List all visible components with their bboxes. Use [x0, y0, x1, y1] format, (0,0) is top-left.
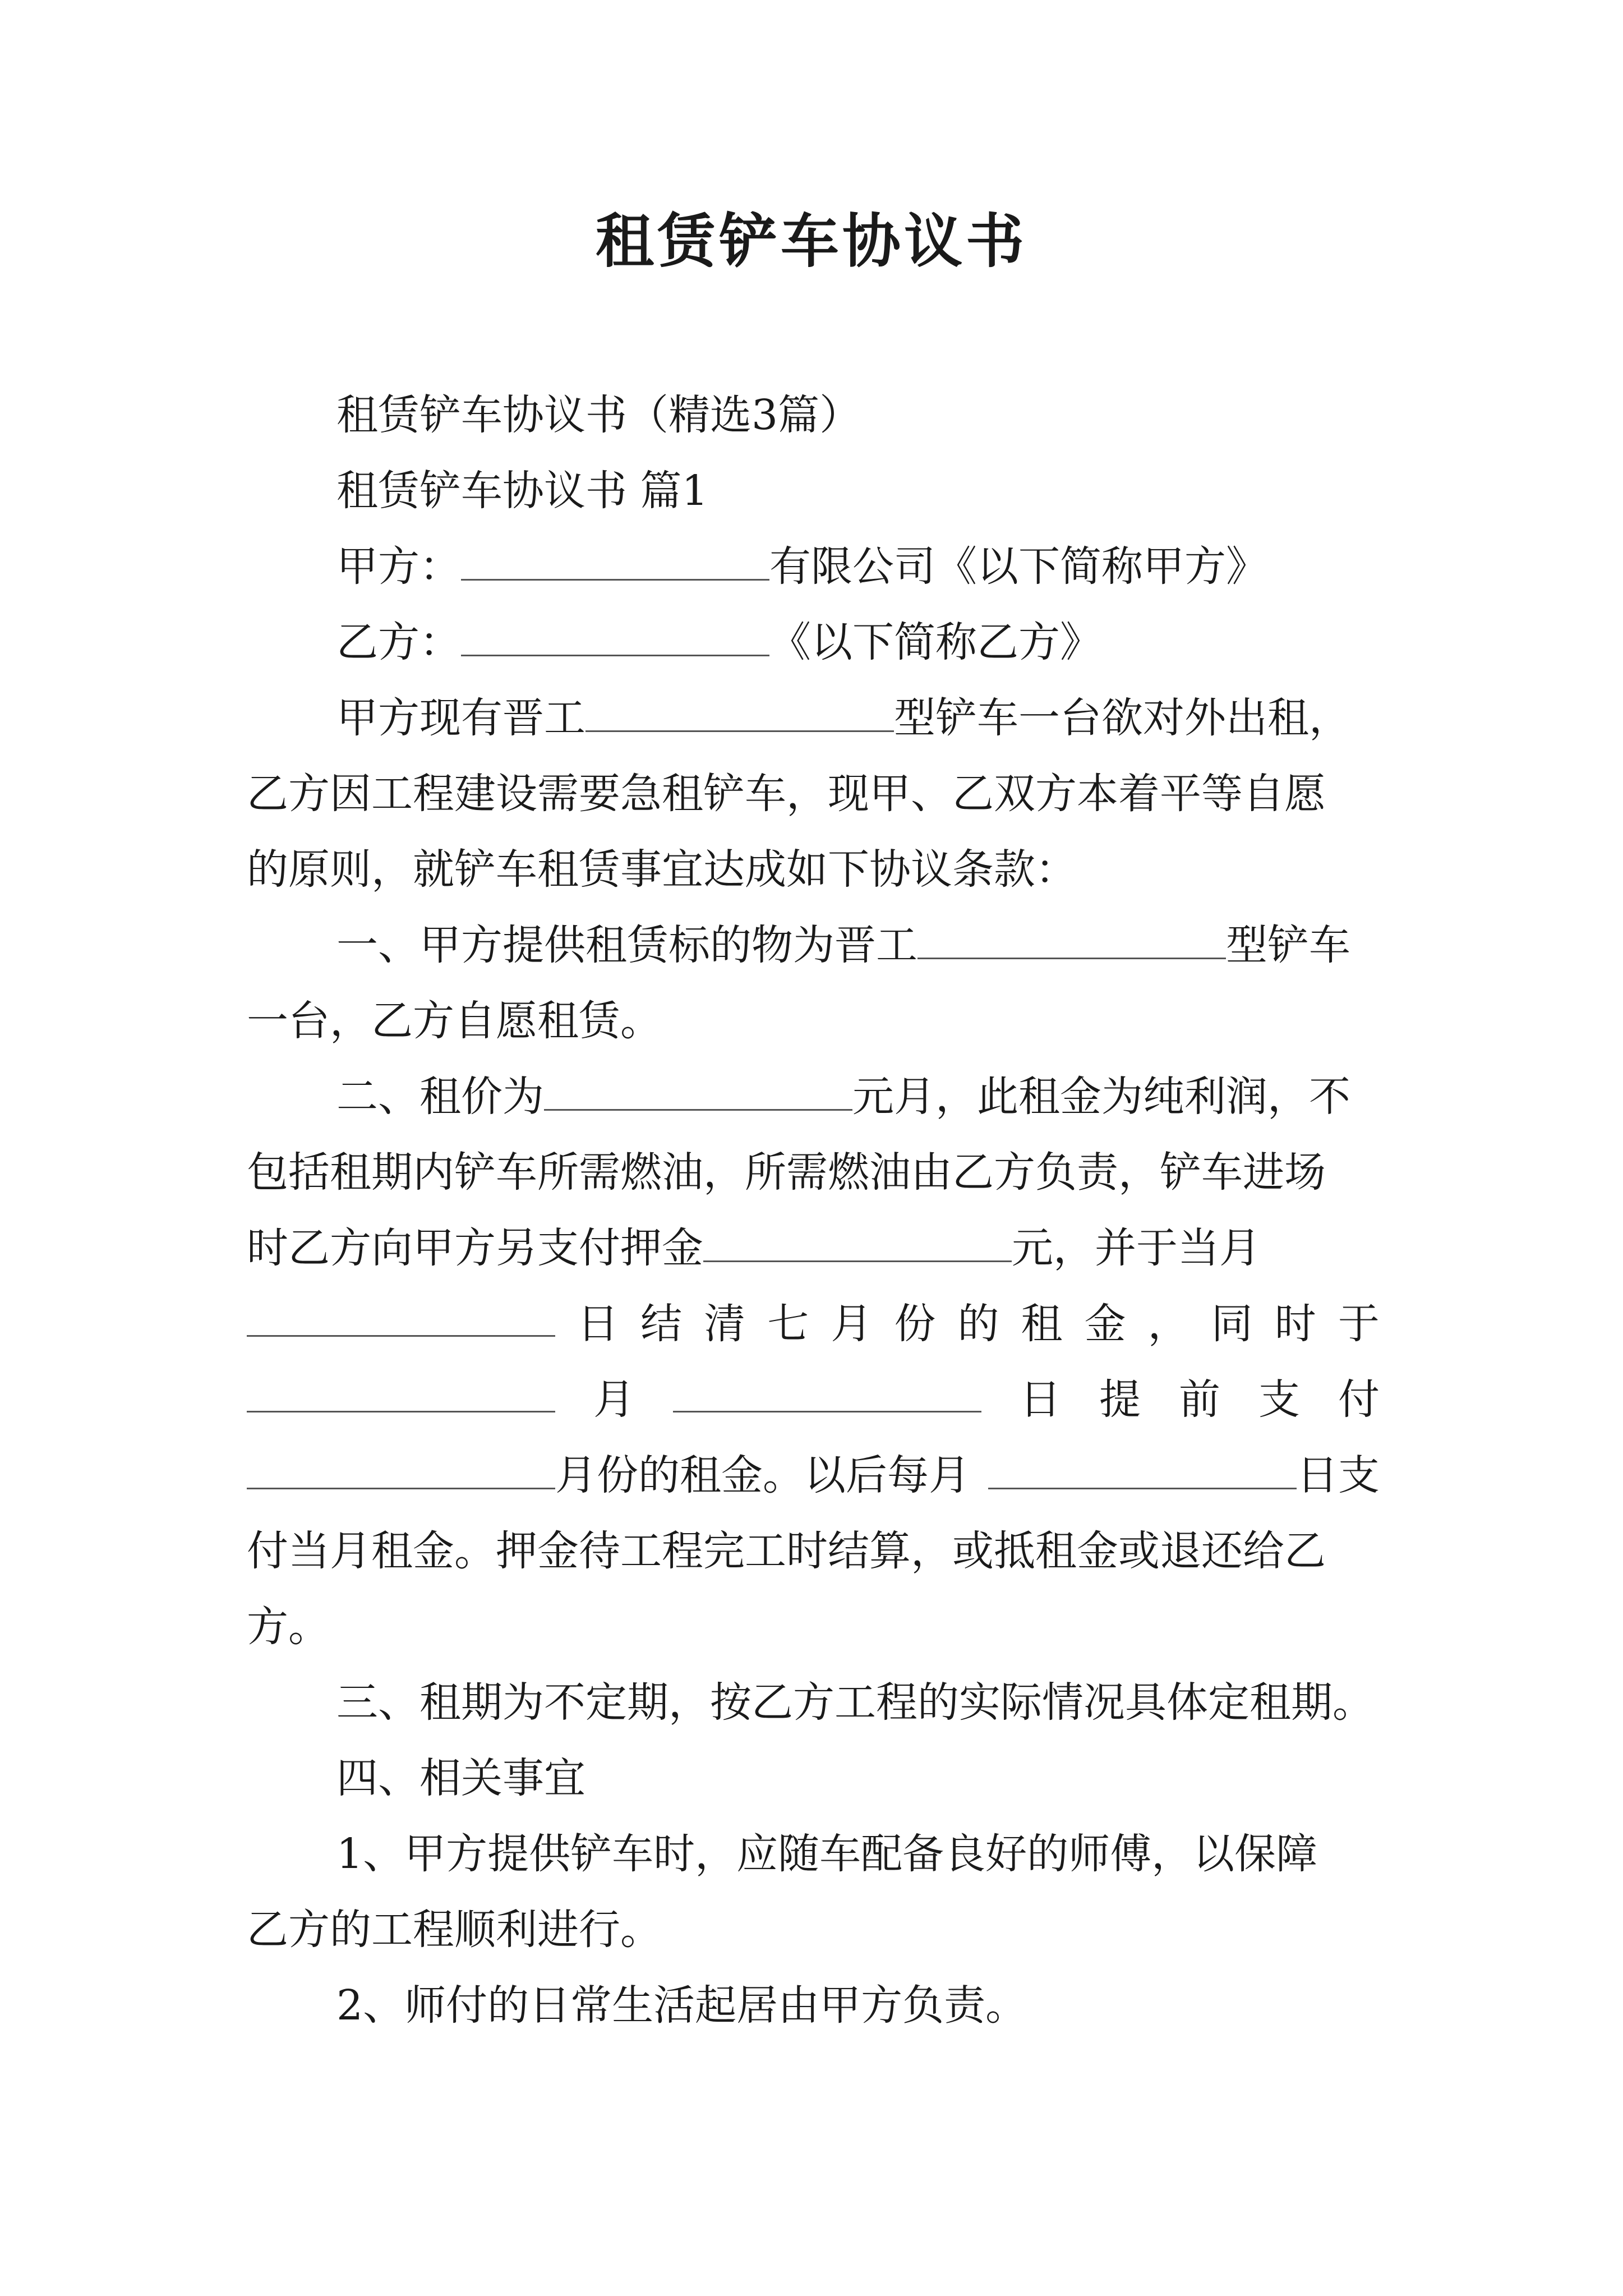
deposit-blank [703, 1221, 1012, 1262]
char: 金 [1084, 1300, 1126, 1348]
heading-article-1: 租赁铲车协议书 篇1 [336, 467, 708, 515]
party-a-line [336, 539, 1380, 595]
clause-2-line-8: 方。 [247, 1603, 330, 1651]
intro-text-a: 甲方现有晋工 [336, 694, 585, 742]
char: ， [1147, 1300, 1189, 1348]
clause-2-line-6-group [247, 1447, 970, 1503]
clause-2-line-3-text-b: 元，并于当月 [1012, 1224, 1261, 1272]
char: 前 [1179, 1375, 1220, 1424]
monthly-day-blank [988, 1448, 1297, 1489]
clause-2-line-6-text-b: 日支 [1297, 1451, 1380, 1499]
intro-line-1 [336, 690, 1380, 746]
clause-2-line-4 [247, 1296, 1380, 1352]
clause-2-line-6 [247, 1447, 1380, 1503]
intro-text-b: 型铲车一台欲对外出租， [894, 694, 1350, 742]
char: 份 [894, 1300, 936, 1348]
char: 同 [1211, 1300, 1253, 1348]
clause-1-line-1 [336, 917, 1380, 973]
char: 提 [1099, 1375, 1141, 1424]
intro-line-2: 乙方因工程建设需要急租铲车，现甲、乙双方本着平等自愿 [247, 770, 1326, 818]
clause-2-line-6-text-a: 月份的租金。以后每月 [555, 1451, 970, 1499]
party-b-blank [461, 615, 769, 656]
char: 结 [640, 1300, 683, 1348]
char: 清 [704, 1300, 746, 1348]
clause-1-model-blank [917, 918, 1226, 959]
party-b-line [336, 614, 1380, 670]
settle-day-blank [247, 1296, 555, 1337]
party-a-blank [461, 540, 769, 581]
char: 支 [1258, 1375, 1300, 1424]
clause-2-line-3-text-a: 时乙方向甲方另支付押金 [247, 1224, 703, 1272]
prepay-day-blank [673, 1372, 981, 1412]
clause-2-line-3 [247, 1220, 1380, 1276]
clause-1-text-a: 一、甲方提供租赁标的物为晋工 [336, 921, 917, 969]
clause-4-heading: 四、相关事宜 [336, 1754, 585, 1802]
party-a-suffix: 有限公司《以下简称甲方》 [769, 542, 1267, 591]
char: 月 [593, 1375, 635, 1424]
model-blank [585, 691, 894, 732]
party-b-suffix: 《以下简称乙方》 [769, 618, 1101, 666]
rent-price-blank [544, 1070, 852, 1111]
prepay-month-blank [247, 1372, 555, 1412]
char: 的 [957, 1300, 999, 1348]
char: 租 [1021, 1300, 1063, 1348]
char: 日 [1020, 1375, 1061, 1424]
party-b-label: 乙方： [336, 618, 461, 666]
char: 七 [767, 1300, 809, 1348]
char: 付 [1338, 1375, 1380, 1424]
clause-2-line-5 [247, 1372, 1380, 1428]
document-title: 租赁铲车协议书 [595, 206, 1027, 275]
clause-4-item-1-line-2: 乙方的工程顺利进行。 [247, 1906, 662, 1954]
clause-2-text-b: 元月，此租金为纯利润，不 [852, 1073, 1350, 1121]
clause-2-line-2: 包括租期内铲车所需燃油，所需燃油由乙方负责，铲车进场 [247, 1148, 1326, 1197]
char: 月 [831, 1300, 873, 1348]
clause-4-item-1-line-1: 1、甲方提供铲车时，应随车配备良好的师傅，以保障 [336, 1830, 1318, 1878]
clause-1-line-2: 一台，乙方自愿租赁。 [247, 997, 662, 1045]
char: 时 [1274, 1300, 1316, 1348]
party-a-label: 甲方： [336, 542, 461, 591]
clause-2-text-a: 二、租价为 [336, 1073, 544, 1121]
clause-2-line-1 [336, 1069, 1380, 1125]
clause-3: 三、租期为不定期，按乙方工程的实际情况具体定租期。 [336, 1678, 1374, 1727]
clause-1-text-b: 型铲车 [1226, 921, 1350, 969]
clause-4-item-2: 2、师付的日常生活起居由甲方负责。 [336, 1981, 1027, 2030]
clause-2-line-7: 付当月租金。押金待工程完工时结算，或抵租金或退还给乙 [247, 1527, 1326, 1575]
char: 日 [577, 1300, 619, 1348]
prepay-period-blank [247, 1448, 555, 1489]
heading-selection: 租赁铲车协议书（精选3篇） [336, 391, 861, 439]
char: 于 [1338, 1300, 1380, 1348]
clause-2-line-6-group-b [988, 1447, 1380, 1503]
intro-line-3: 的原则，就铲车租赁事宜达成如下协议条款： [247, 845, 1077, 894]
